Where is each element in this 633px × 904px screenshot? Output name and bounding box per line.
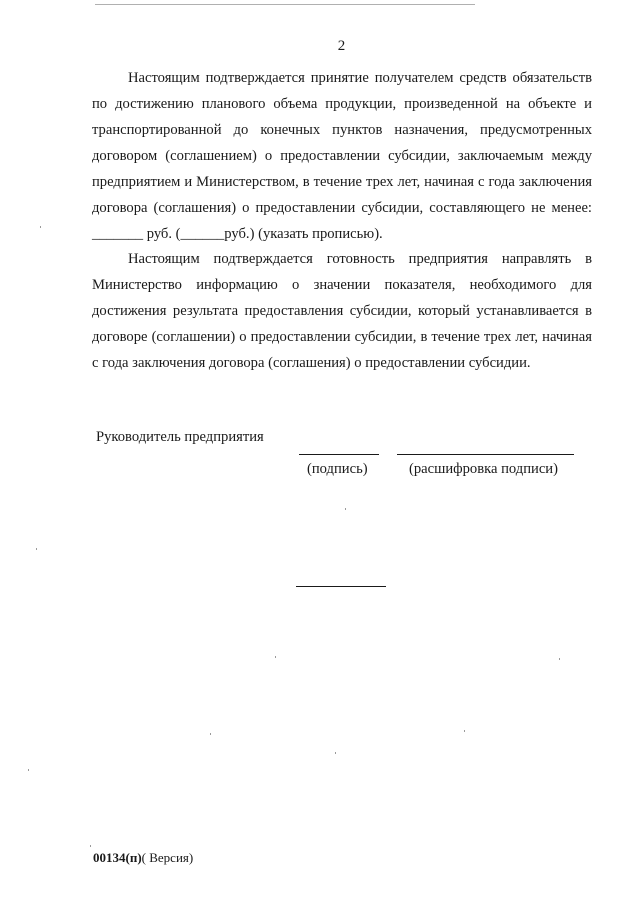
scan-speck — [559, 658, 560, 660]
document-code-number: 00134(п) — [93, 850, 142, 865]
page-number: 2 — [337, 38, 346, 54]
scan-speck — [275, 656, 276, 658]
scan-speck — [28, 769, 29, 771]
signature-line — [299, 454, 379, 455]
signature-decoding-line — [397, 454, 574, 455]
scan-speck — [335, 752, 336, 754]
end-of-document-rule — [296, 586, 386, 587]
signature-decoding-caption: (расшифровка подписи) — [409, 461, 558, 477]
scan-speck — [210, 733, 211, 735]
document-version: ( Версия) — [141, 850, 194, 865]
document-code — [93, 849, 193, 867]
scan-speck — [36, 548, 37, 550]
scan-speck — [464, 730, 465, 732]
paragraph-text: Настоящим подтверждается готовность предприятия направлять в Министерство информацию о значении показателя, необходимого для достижения результата предоставления субсидии, который устанавливается в договоре (соглашении) о предоставлении субсидии, в течение трех лет, начиная с года заключения договора (соглашения) о предоставлении субсидии. — [92, 251, 592, 371]
paragraph-reporting — [92, 246, 592, 376]
signature-label: Руководитель предприятия — [96, 429, 264, 445]
scan-speck — [90, 845, 91, 847]
paragraph-text: Настоящим подтверждается принятие получателем средств обязательств по достижению планового объема продукции, произведенной на объекте и транспортированной до конечных пунктов назначения, предусмотренных договором (соглашением) о предоставлении субсидии, заключаемым между предприятием и Министерством, в течение трех лет, начиная с года заключения договора (соглашения) о предоставлении субсидии, составляющего не менее: _______ руб. (______руб.) (указать прописью). — [92, 70, 592, 242]
top-scan-rule — [95, 4, 475, 5]
scan-speck — [345, 508, 346, 510]
scan-speck — [40, 226, 41, 228]
signature-caption: (подпись) — [307, 461, 368, 477]
signature-block — [96, 427, 586, 487]
paragraph-obligations — [92, 65, 592, 247]
